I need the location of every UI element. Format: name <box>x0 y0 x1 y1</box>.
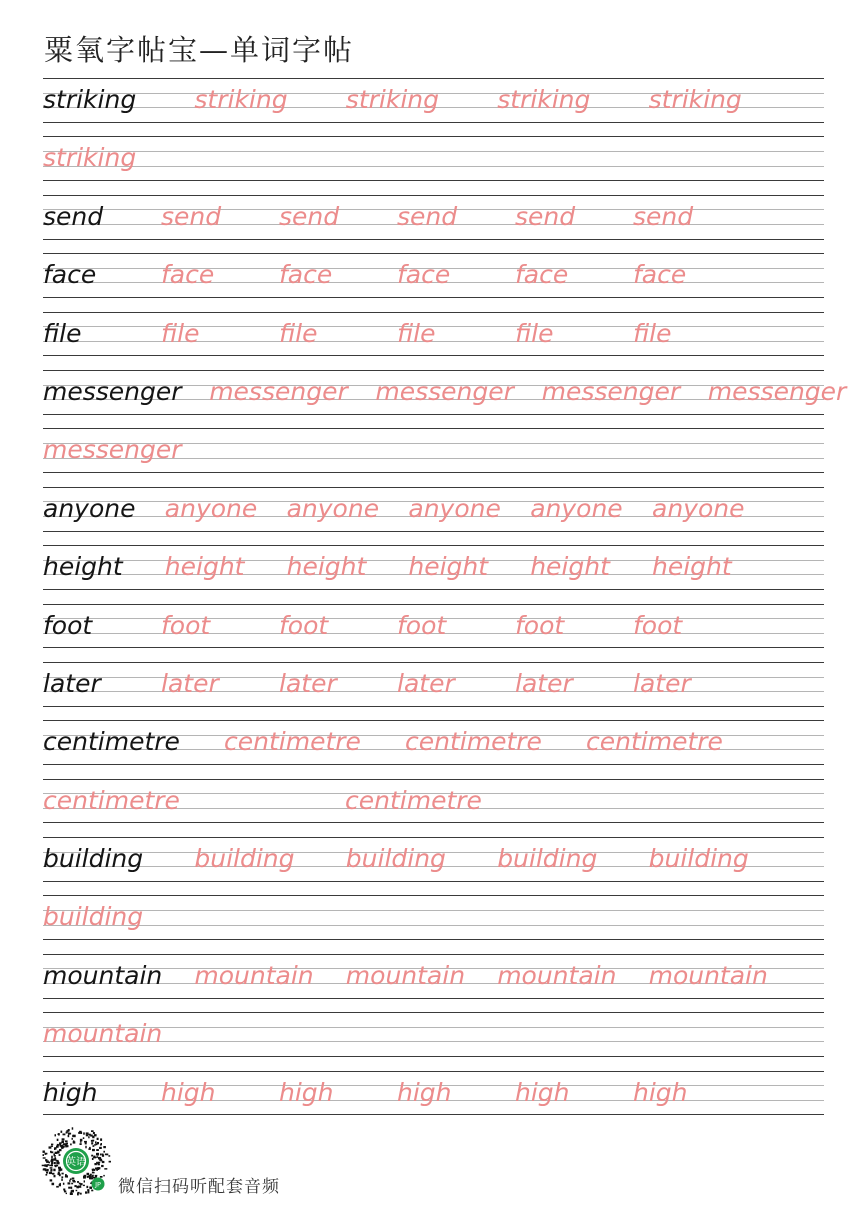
trace-word: anyone <box>286 493 380 523</box>
model-word: mountain <box>43 960 163 990</box>
trace-word: building <box>345 844 446 874</box>
model-word: building <box>43 844 144 874</box>
practice-row <box>43 895 824 953</box>
trace-word: file <box>633 318 672 348</box>
model-word: centimetre <box>43 727 180 757</box>
trace-word: striking <box>497 85 591 114</box>
sheet-bottom-rule <box>43 1114 824 1115</box>
trace-word: foot <box>397 610 447 640</box>
ruled-line <box>43 939 824 940</box>
trace-word: centimetre <box>43 785 180 815</box>
model-word: high <box>43 1077 98 1107</box>
trace-word: mountain <box>345 960 466 990</box>
ruled-line <box>43 822 824 823</box>
ruled-line <box>43 253 824 254</box>
trace-word: send <box>161 201 222 231</box>
trace-word: messenger <box>707 376 847 406</box>
trace-word: later <box>161 668 219 698</box>
trace-word: high <box>515 1077 570 1107</box>
trace-word: high <box>161 1077 216 1107</box>
practice-row <box>43 720 824 778</box>
trace-word: height <box>164 552 245 582</box>
trace-word: height <box>408 552 489 582</box>
trace-word: later <box>397 668 455 698</box>
qr-code-icon[interactable] <box>40 1126 112 1198</box>
practice-row <box>43 253 824 311</box>
practice-row <box>43 954 824 1012</box>
trace-word: centimetre <box>405 727 542 757</box>
trace-word: anyone <box>164 493 258 523</box>
trace-word: send <box>279 201 340 231</box>
trace-word: file <box>161 318 200 348</box>
trace-word: striking <box>648 85 742 114</box>
ruled-line <box>43 180 824 181</box>
trace-word: file <box>279 318 318 348</box>
model-word: later <box>43 668 101 698</box>
ruled-line <box>43 998 824 999</box>
ruled-line <box>43 195 824 196</box>
trace-word: messenger <box>209 376 348 406</box>
trace-word: mountain <box>648 960 768 990</box>
model-word: anyone <box>43 493 136 523</box>
ruled-line <box>43 720 824 721</box>
trace-word: striking <box>43 143 137 173</box>
ruled-line <box>43 589 824 590</box>
practice-row <box>43 136 824 194</box>
practice-row <box>43 545 824 603</box>
ruled-line <box>43 706 824 707</box>
ruled-line <box>43 472 824 473</box>
ruled-line <box>43 895 824 896</box>
trace-word: high <box>397 1077 452 1107</box>
trace-word: file <box>515 318 554 348</box>
trace-word: send <box>633 201 694 231</box>
practice-row <box>43 370 847 428</box>
trace-word: foot <box>515 610 565 640</box>
trace-word: anyone <box>408 493 501 523</box>
trace-word: high <box>279 1077 334 1107</box>
trace-word: later <box>515 668 573 698</box>
trace-word: messenger <box>541 376 681 406</box>
trace-word: messenger <box>43 435 182 465</box>
practice-row <box>43 1012 824 1070</box>
ruled-line <box>43 487 824 488</box>
trace-word: building <box>194 844 295 874</box>
trace-word: mountain <box>43 1019 163 1049</box>
trace-word: foot <box>633 610 683 640</box>
scan-instruction: 微信扫码听配套音频 <box>118 1177 280 1197</box>
ruled-line <box>43 370 824 371</box>
trace-word: high <box>633 1077 688 1107</box>
trace-word: messenger <box>375 376 514 406</box>
ruled-line <box>43 954 824 955</box>
ruled-line <box>43 355 824 356</box>
model-word: send <box>43 201 104 231</box>
practice-row <box>43 837 824 895</box>
trace-word: building <box>648 844 749 874</box>
trace-word: striking <box>194 85 288 114</box>
ruled-line <box>43 1012 824 1013</box>
trace-word: mountain <box>497 960 617 990</box>
practice-row <box>43 487 824 545</box>
model-word: file <box>43 318 82 348</box>
ruled-line <box>43 414 824 415</box>
practice-row <box>43 428 824 486</box>
trace-word: send <box>397 201 458 231</box>
trace-word: building <box>43 902 144 932</box>
ruled-line <box>43 122 824 123</box>
qr-corner-label: JP <box>95 1180 101 1189</box>
practice-row <box>43 662 824 720</box>
trace-word: face <box>161 260 215 290</box>
trace-word: centimetre <box>586 727 723 757</box>
ruled-line <box>43 1056 824 1057</box>
trace-word: face <box>515 260 569 290</box>
practice-row <box>43 1071 824 1129</box>
practice-row <box>43 604 824 662</box>
trace-word: foot <box>279 610 329 640</box>
trace-word: centimetre <box>345 785 482 815</box>
trace-word: anyone <box>652 493 745 523</box>
trace-word: mountain <box>194 960 314 990</box>
ruled-line <box>43 428 824 429</box>
ruled-line <box>43 1071 824 1072</box>
ruled-line <box>43 531 824 532</box>
qr-badge-label: 英语 <box>66 1157 86 1168</box>
trace-word: file <box>397 318 436 348</box>
ruled-line <box>43 297 824 298</box>
practice-row <box>43 312 824 370</box>
model-word: messenger <box>43 376 182 406</box>
trace-word: later <box>279 668 337 698</box>
practice-row <box>43 195 824 253</box>
trace-word: face <box>633 260 687 290</box>
ruled-line <box>43 239 824 240</box>
trace-word: foot <box>161 610 211 640</box>
ruled-line <box>43 604 824 605</box>
ruled-line <box>43 312 824 313</box>
trace-word: height <box>530 552 610 582</box>
model-word: height <box>43 552 123 582</box>
ruled-line <box>43 881 824 882</box>
trace-word: height <box>286 552 367 582</box>
ruled-line <box>43 764 824 765</box>
model-word: face <box>43 260 97 290</box>
trace-word: height <box>652 552 732 582</box>
trace-word: anyone <box>530 493 623 523</box>
trace-word: striking <box>345 85 439 114</box>
ruled-line <box>43 136 824 137</box>
ruled-line <box>43 78 824 79</box>
trace-word: face <box>397 260 451 290</box>
trace-word: send <box>515 201 576 231</box>
trace-word: centimetre <box>224 727 361 757</box>
ruled-line <box>43 647 824 648</box>
practice-row <box>43 779 824 837</box>
ruled-line <box>43 662 824 663</box>
ruled-line <box>43 837 824 838</box>
page-title: 粟氧字帖宝—单词字帖 <box>44 33 355 67</box>
trace-word: later <box>633 668 691 698</box>
practice-sheet <box>43 78 847 1129</box>
practice-row <box>43 78 824 136</box>
ruled-line <box>43 545 824 546</box>
ruled-line <box>43 779 824 780</box>
model-word: foot <box>43 610 93 640</box>
trace-word: face <box>279 260 333 290</box>
model-word: striking <box>43 85 137 114</box>
trace-word: building <box>497 844 598 874</box>
